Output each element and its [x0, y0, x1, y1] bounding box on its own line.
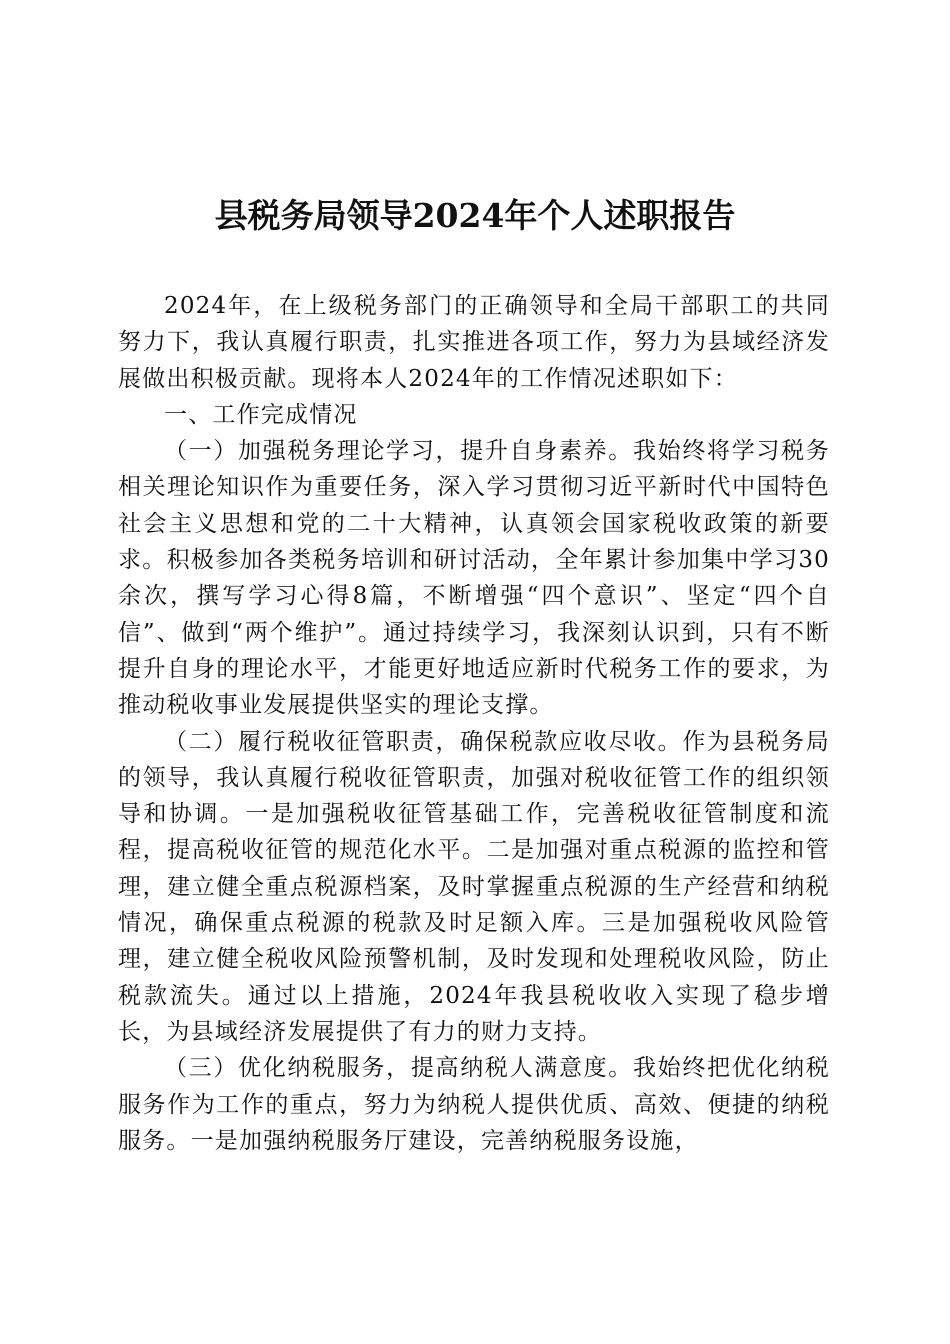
- document-body: [118, 288, 830, 1159]
- item-paragraph-taxpayer-service: [118, 1050, 830, 1159]
- item-heading-taxpayer-service: （三）优化纳税服务，提高纳税人满意度。: [164, 1055, 633, 1082]
- item-heading-theory-study: （一）加强税务理论学习，提升自身素养。: [164, 438, 633, 465]
- item-paragraph-theory-study: [118, 433, 830, 723]
- item-body-taxpayer-service: 我始终把优化纳税服务作为工作的重点，努力为纳税人提供优质、高效、便捷的纳税服务。一是加强纳税服务厅建设，完善纳税服务设施，: [118, 1055, 830, 1154]
- document-title: 县税务局领导2024年个人述职报告: [214, 196, 736, 235]
- item-body-theory-study: 我始终将学习税务相关理论知识作为重要任务，深入学习贯彻习近平新时代中国特色社会主义思想和党的二十大精神，认真领会国家税收政策的新要求。积极参加各类税务培训和研讨活动，全年累计参加集中学习30余次，撰写学习心得8篇，不断增强“四个意识”、坚定“四个自信”、做到“两个维护”。通过持续学习，我深刻认识到，只有不断提升自身的理论水平，才能更好地适应新时代税务工作的要求，为推动税收事业发展提供坚实的理论支撑。: [118, 438, 830, 719]
- item-heading-tax-collection: （二）履行税收征管职责，确保税款应收尽收。: [164, 728, 683, 755]
- item-paragraph-tax-collection: [118, 724, 830, 1051]
- intro-paragraph: 2024年，在上级税务部门的正确领导和全局干部职工的共同努力下，我认真履行职责，扎实推进各项工作，努力为县域经济发展做出积极贡献。现将本人2024年的工作情况述职如下：: [118, 293, 830, 392]
- section-heading-work-completion: 一、工作完成情况: [164, 401, 358, 428]
- item-body-tax-collection: 作为县税务局的领导，我认真履行税收征管职责，加强对税收征管工作的组织领导和协调。一是加强税收征管基础工作，完善税收征管制度和流程，提高税收征管的规范化水平。二是加强对重点税源的监控和管理，建立健全重点税源档案，及时掌握重点税源的生产经营和纳税情况，确保重点税源的税款及时足额入库。三是加强税收风险管理，建立健全税收风险预警机制，及时发现和处理税收风险，防止税款流失。通过以上措施，2024年我县税收收入实现了稳步增长，为县域经济发展提供了有力的财力支持。: [118, 728, 830, 1045]
